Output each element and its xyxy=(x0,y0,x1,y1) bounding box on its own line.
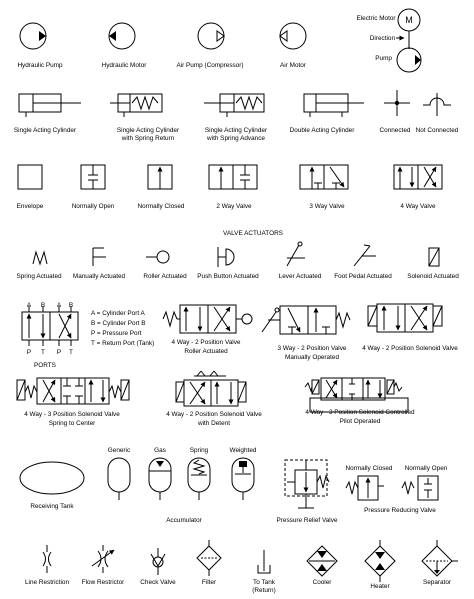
single-acting-cylinder-label: Single Acting Cylinder xyxy=(13,127,77,134)
manual-3way-valve-symbol xyxy=(262,306,350,334)
legend-t: T = Return Port (Tank) xyxy=(91,340,155,347)
to-tank-symbol xyxy=(258,550,270,573)
foot-pedal-actuated-label: Foot Pedal Actuated xyxy=(334,273,392,280)
spring-advance-label-1: Single Acting Cylinder xyxy=(204,127,268,134)
push-button-actuated-label: Push Button Actuated xyxy=(197,273,259,280)
normally-open-symbol xyxy=(81,165,105,189)
normally-open-label: Normally Open xyxy=(71,203,115,210)
spring-label: Spring xyxy=(189,447,209,454)
weighted-label: Weighted xyxy=(229,447,257,454)
pressure-reducing-nc-symbol xyxy=(346,476,384,500)
port-b-left: B xyxy=(40,302,46,309)
spring-accumulator-symbol xyxy=(188,458,210,500)
detent-label-1: 4 Way - 2 Position Solenoid Valve xyxy=(166,411,262,418)
spring-advance-cylinder-symbol xyxy=(204,94,264,117)
solenoid-actuated-label: Solenoid Actuated xyxy=(407,273,459,280)
lever-actuated-symbol xyxy=(287,242,305,266)
hydraulic-pump-label: Hydraulic Pump xyxy=(17,62,63,69)
separator-label: Separator xyxy=(422,579,452,586)
pilot-label-2: Pilot Operated xyxy=(339,418,381,425)
port-t-left: T xyxy=(41,349,45,356)
connected-label: Connected xyxy=(379,127,411,134)
roller-2pos-label-2: Roller Actuated xyxy=(184,348,228,355)
manually-actuated-label: Manually Actuated xyxy=(72,273,126,280)
push-button-actuated-symbol xyxy=(218,247,234,267)
three-way-valve-symbol xyxy=(300,165,348,189)
generic-accumulator-symbol xyxy=(108,458,130,500)
spring-center-valve-symbol xyxy=(17,378,129,404)
legend-p: P = Pressure Port xyxy=(91,330,142,337)
heater-label: Heater xyxy=(370,583,390,590)
lever-actuated-label: Lever Actuated xyxy=(278,273,322,280)
port-p-right: P xyxy=(56,349,62,356)
filter-label: Filter xyxy=(201,579,217,586)
connected-lines-symbol xyxy=(384,90,410,116)
line-restriction-label: Line Restriction xyxy=(24,579,70,586)
spring-actuated-symbol xyxy=(33,252,47,264)
manual-3pos-label-2: Manually Operated xyxy=(285,354,339,361)
not-connected-lines-symbol xyxy=(423,93,451,116)
not-connected-label: Not Connected xyxy=(415,127,459,134)
port-t-right: T xyxy=(69,349,73,356)
roller-actuated-label: Roller Actuated xyxy=(143,273,187,280)
receiving-tank-label: Receiving Tank xyxy=(30,503,74,510)
hydraulic-motor-label: Hydraulic Motor xyxy=(101,62,147,69)
four-way-valve-symbol xyxy=(394,165,442,189)
separator-symbol xyxy=(422,540,458,576)
roller-actuated-4way-valve-symbol xyxy=(163,305,252,333)
pr-normally-open-label: Normally Open xyxy=(404,465,448,472)
electric-motor-label: Electric Motor xyxy=(356,15,396,22)
spring-advance-label-2: with Spring Advance xyxy=(207,135,265,142)
pilot-operated-valve-symbol xyxy=(305,378,408,412)
envelope-label: Envelope xyxy=(16,203,44,210)
filter-symbol xyxy=(197,540,221,576)
hydraulic-pump-symbol xyxy=(20,23,46,49)
air-motor-label: Air Motor xyxy=(280,62,306,69)
spring-return-label-2: with Spring Return xyxy=(121,135,175,142)
air-pump-symbol xyxy=(198,23,224,49)
pressure-reducing-no-symbol xyxy=(402,476,438,500)
spring-center-label-2: Spring to Center xyxy=(48,420,96,427)
heater-symbol xyxy=(365,540,395,582)
accumulator-label: Accumulator xyxy=(166,517,202,524)
valve-actuators-heading: VALVE ACTUATORS xyxy=(223,230,283,237)
legend-a: A = Cylinder Port A xyxy=(91,310,145,317)
solenoid-2pos-label: 4 Way - 2 Position Solenoid Valve xyxy=(362,345,458,352)
three-way-valve-label: 3 Way Valve xyxy=(309,203,345,210)
normally-closed-symbol xyxy=(148,165,172,189)
roller-2pos-label-1: 4 Way - 2 Position Valve xyxy=(171,339,241,346)
spring-return-label-1: Single Acting Cylinder xyxy=(116,127,180,134)
port-a-left: A xyxy=(26,302,32,309)
port-a-right: A xyxy=(56,302,62,309)
envelope-symbol xyxy=(18,165,42,189)
direction-label: Direction xyxy=(369,35,395,42)
flow-restrictor-label: Flow Restrictor xyxy=(81,579,125,586)
pilot-label-1: 4 Way - 3 Position Solenoid Controlled xyxy=(305,409,415,416)
double-acting-cylinder-symbol xyxy=(304,94,364,117)
pr-normally-closed-label: Normally Closed xyxy=(345,465,393,472)
pressure-relief-valve-symbol xyxy=(285,460,329,508)
air-motor-symbol xyxy=(280,23,306,49)
cooler-label: Cooler xyxy=(312,579,332,586)
detent-valve-symbol xyxy=(176,371,246,406)
single-acting-cylinder-symbol xyxy=(19,94,81,117)
solenoid-actuated-symbol xyxy=(429,248,439,266)
pump-label: Pump xyxy=(375,55,392,62)
spring-return-cylinder-symbol xyxy=(110,94,162,117)
manually-actuated-symbol xyxy=(93,248,106,266)
port-b-right: B xyxy=(68,302,74,309)
spring-center-label-1: 4 Way - 3 Position Solenoid Valve xyxy=(24,411,120,418)
weighted-accumulator-symbol xyxy=(232,458,254,500)
pressure-relief-valve-label: Pressure Relief Valve xyxy=(276,517,338,524)
to-tank-label-1: To Tank xyxy=(253,579,275,586)
electric-motor-letter: M xyxy=(405,15,413,25)
air-pump-label: Air Pump (Compressor) xyxy=(176,62,244,69)
detent-label-2: with Detent xyxy=(198,420,230,427)
to-tank-label-2: (Return) xyxy=(252,587,276,594)
pressure-reducing-valve-label: Pressure Reducing Valve xyxy=(364,507,436,514)
gas-accumulator-symbol xyxy=(149,458,171,500)
gas-label: Gas xyxy=(154,447,166,454)
check-valve-symbol xyxy=(151,548,165,575)
ports-label: PORTS xyxy=(34,362,56,369)
check-valve-label: Check Valve xyxy=(140,579,176,586)
manual-3pos-label-1: 3 Way - 2 Position Valve xyxy=(277,345,347,352)
receiving-tank-symbol xyxy=(20,462,84,494)
ports-valve-symbol xyxy=(22,306,78,346)
flow-restrictor-symbol xyxy=(92,545,114,573)
two-way-valve-symbol xyxy=(209,165,257,189)
roller-actuated-symbol xyxy=(146,251,169,263)
two-way-valve-label: 2 Way Valve xyxy=(216,203,252,210)
spring-actuated-label: Spring Actuated xyxy=(16,273,62,280)
normally-closed-label: Normally Closed xyxy=(137,203,185,210)
cooler-symbol xyxy=(307,546,337,576)
generic-label: Generic xyxy=(107,447,131,454)
foot-pedal-actuated-symbol xyxy=(354,245,376,266)
hydraulic-motor-symbol xyxy=(109,23,135,49)
legend-b: B = Cylinder Port B xyxy=(91,320,146,327)
line-restriction-symbol xyxy=(43,545,51,573)
four-way-valve-label: 4 Way Valve xyxy=(400,203,436,210)
port-p-left: P xyxy=(26,349,32,356)
solenoid-4way-2pos-valve-symbol xyxy=(368,304,442,332)
double-acting-cylinder-label: Double Acting Cylinder xyxy=(289,127,355,134)
